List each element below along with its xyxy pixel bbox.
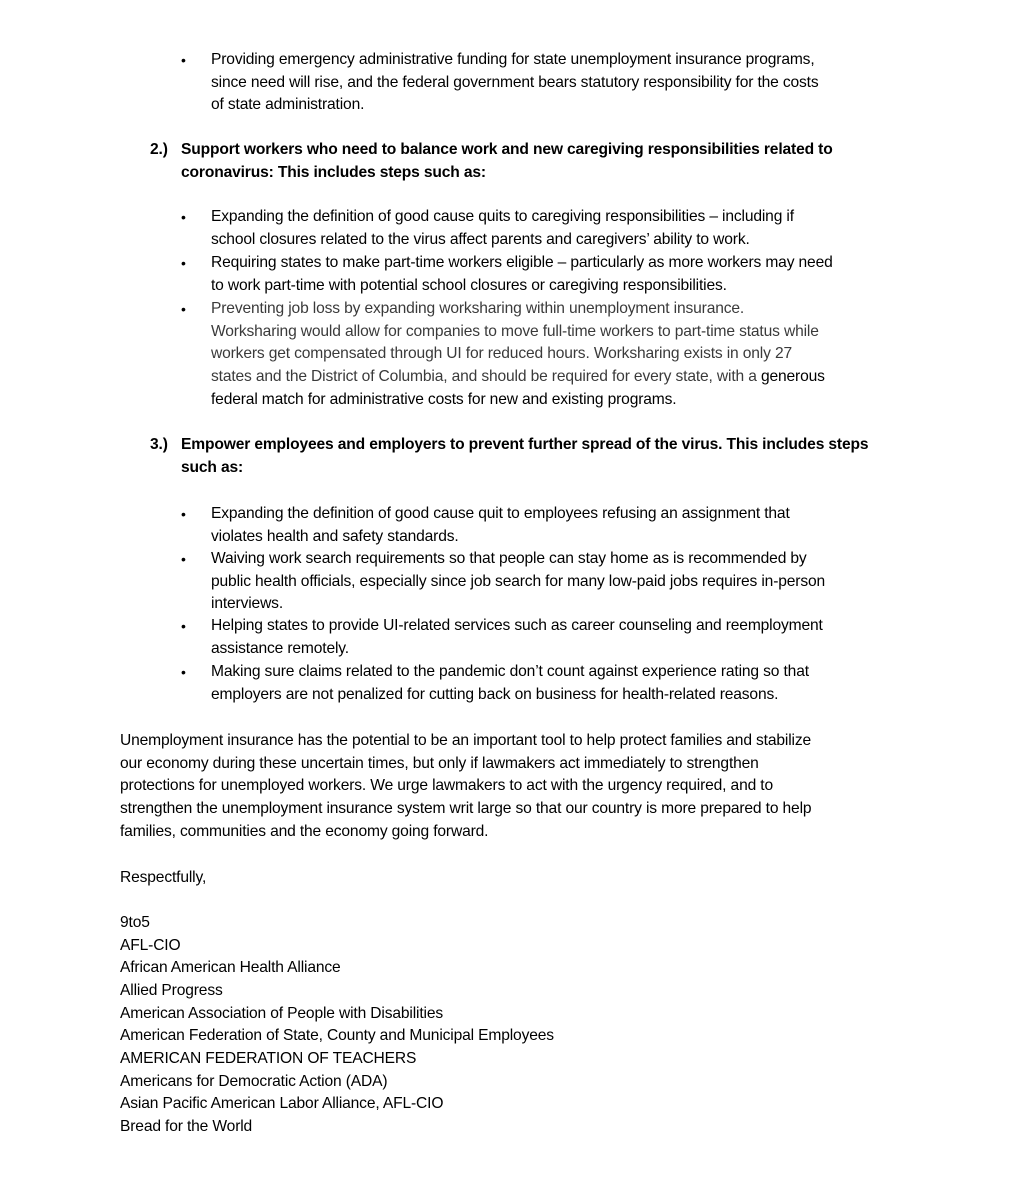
- para-line: Asian Pacific American Labor Alliance, AFL-CIO: [120, 1095, 444, 1113]
- para-line: AMERICAN FEDERATION OF TEACHERS: [120, 1049, 417, 1067]
- para-line: protections for unemployed workers. We urge lawmakers to act with the urgency required, and to: [120, 777, 774, 795]
- bullet-line: of state administration.: [211, 96, 365, 114]
- bullet-line: Requiring states to make part-time workers eligible – particularly as more workers may need: [211, 254, 833, 271]
- bullet-line: workers get compensated through UI for reduced hours. Worksharing exists in only 27: [211, 345, 792, 363]
- bullet-line: violates health and safety standards.: [211, 527, 459, 545]
- bullet-line: Preventing job loss by expanding worksharing within unemployment insurance.: [211, 300, 745, 317]
- bullet-line: interviews.: [211, 595, 284, 613]
- bullet-line: states and the District of Columbia, and should be required for every state, with a generous: [211, 367, 825, 385]
- bullet-icon: •: [181, 209, 186, 225]
- bullet-line: since need will rise, and the federal government bears statutory responsibility for the costs: [211, 73, 819, 91]
- para-line: strengthen the unemployment insurance system writ large so that our country is more prepared to help: [120, 799, 812, 817]
- heading-line: Support workers who need to balance work and new caregiving responsibilities related to: [181, 141, 833, 158]
- para-line: Bread for the World: [120, 1117, 253, 1135]
- bullet-line: Expanding the definition of good cause quit to employees refusing an assignment that: [211, 505, 790, 522]
- bullet-icon: •: [181, 301, 186, 317]
- para-line: Americans for Democratic Action (ADA): [120, 1072, 388, 1090]
- section-number: 2.): [150, 141, 168, 158]
- para-line: 9to5: [120, 914, 150, 931]
- para-line: our economy during these uncertain times, but only if lawmakers act immediately to strengthen: [120, 754, 759, 772]
- bullet-icon: •: [181, 52, 186, 68]
- bullet-icon: •: [181, 664, 186, 680]
- para-line: African American Health Alliance: [120, 959, 341, 977]
- bullet-line: school closures related to the virus affect parents and caregivers’ ability to work.: [211, 230, 750, 248]
- heading-line: coronavirus: This includes steps such as:: [181, 163, 486, 181]
- bullet-icon: •: [181, 618, 186, 634]
- para-line: Respectfully,: [120, 869, 207, 886]
- bullet-icon: •: [181, 255, 186, 271]
- bullet-line: Worksharing would allow for companies to move full-time workers to part-time status while: [211, 322, 819, 340]
- heading-line: such as:: [181, 458, 244, 476]
- bullet-line: Providing emergency administrative funding for state unemployment insurance programs,: [211, 51, 815, 68]
- bullet-icon: •: [181, 551, 186, 567]
- bullet-line: federal match for administrative costs for new and existing programs.: [211, 390, 677, 408]
- bullet-line: Making sure claims related to the pandemic don’t count against experience rating so that: [211, 663, 809, 680]
- para-line: American Federation of State, County and Municipal Employees: [120, 1027, 554, 1045]
- bullet-line: to work part-time with potential school closures or caregiving responsibilities.: [211, 276, 727, 294]
- bullet-line: public health officials, especially since job search for many low-paid jobs requires in-person: [211, 572, 826, 590]
- bullet-line: assistance remotely.: [211, 639, 349, 657]
- para-line: American Association of People with Disabilities: [120, 1004, 444, 1022]
- para-line: AFL-CIO: [120, 936, 181, 954]
- bullet-line: Helping states to provide UI-related services such as career counseling and reemployment: [211, 617, 823, 634]
- emphasis-text: generous: [760, 367, 825, 385]
- para-line: families, communities and the economy going forward.: [120, 822, 489, 840]
- section-number: 3.): [150, 436, 168, 453]
- bullet-line: Waiving work search requirements so that people can stay home as is recommended by: [211, 550, 807, 567]
- para-line: Unemployment insurance has the potential to be an important tool to help protect families and stabilize: [120, 732, 812, 749]
- bullet-line: Expanding the definition of good cause quits to caregiving responsibilities – including if: [211, 208, 794, 225]
- para-line: Allied Progress: [120, 981, 223, 999]
- heading-line: Empower employees and employers to prevent further spread of the virus. This includes steps: [181, 436, 869, 453]
- bullet-line: employers are not penalized for cutting back on business for health-related reasons.: [211, 685, 779, 703]
- bullet-icon: •: [181, 506, 186, 522]
